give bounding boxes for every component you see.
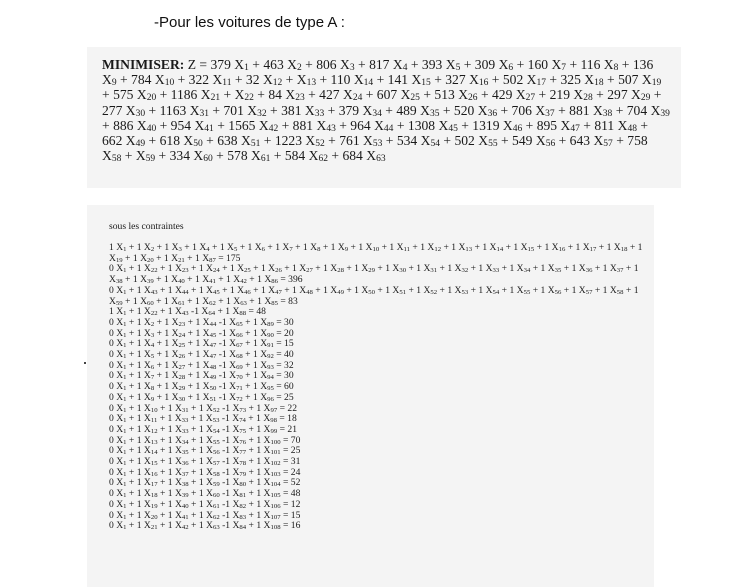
constraint-line: 0 $X_1 + 1$ $X_{43} + 1$ $X_{44} + 1$ $X_{45} + 1$ $X_{46} + 1$ $X_{47} + 1$ $X_{48} + 1$ $X_{49} + 1$ $X_{50} + 1$ $X_{51} + 1$ $X_{52} + 1$ $X_{53} + 1$ $X_{54} + 1$ $X_{55} + 1$ $X_{56} + 1$ $X_{57} + 1$ $X_{58} + 1$ $X_{59} + 1$ $X_{60} + 1$ $X_{61} + 1$ $X_{62} + 1$ $X_{63} + 1$ $X_{85} = 83$: [109, 284, 639, 307]
constraint-line: 0 $X_1 + 1$ $X_{12} + 1$ $X_{33} + 1$ $X_{54}$ -1 $X_{75} + 1$ $X_{99} = 21$: [109, 423, 298, 435]
objective-expression: Z = 379 $X_1 + 463$ $X_2 + 806$ $X_3 + 817$ $X_4 + 393$ $X_5 + 309$ $X_6 + 160$ $X_7 + 116$ $X_8 + 136$ $X_9 + 784$ $X_{10} + 322$ $X_{11} + 32$ $X_{12} + X_{13} + 110$ $X_{14} + 141$ $X_{15} + 327$ $X_{16} + 502$ $X_{17} + 325$ $X_{18} + 507$ $X_{19} + 575$ $X_{20} + 1186$ $X_{21} + X_{22} + 84$ $X_{23} + 427$ $X_{24} + 607$ $X_{25} + 513$ $X_{26} + 429$ $X_{27} + 219$ $X_{28} + 297$ $X_{29} + 277$ $X_{30} + 1163$ $X_{31} + 701$ $X_{32} + 381$ $X_{33} + 379$ $X_{34} + 489$ $X_{35} + 520$ $X_{36} + 706$ $X_{37} + 881$ $X_{38} + 704$ $X_{39} + 886$ $X_{40} + 954$ $X_{41} + 1565$ $X_{42} + 881$ $X_{43} + 964$ $X_{44} + 1308$ $X_{45} + 1319$ $X_{46} + 895$ $X_{47} + 811$ $X_{48} + 662$ $X_{49} + 618$ $X_{50} + 638$ $X_{51} + 1223$ $X_{52} + 761$ $X_{53} + 534$ $X_{54} + 502$ $X_{55} + 549$ $X_{56} + 643$ $X_{57} + 758$ $X_{58} + X_{59} + 334$ $X_{60} + 578$ $X_{61} + 584$ $X_{62} + 684$ $X_{63}$: [102, 57, 670, 165]
constraint-line: 0 $X_1 + 1$ $X_3 + 1$ $X_{24} + 1$ $X_{45}$ -1 $X_{66} + 1$ $X_{90} = 20$: [109, 327, 294, 339]
constraint-line: 1 $X_1 + 1$ $X_2 + 1$ $X_3 + 1$ $X_4 + 1$ $X_5 + 1$ $X_6 + 1$ $X_7 + 1$ $X_8 + 1$ $X_9 + 1$ $X_{10} + 1$ $X_{11} + 1$ $X_{12} + 1$ $X_{13} + 1$ $X_{14} + 1$ $X_{15} + 1$ $X_{16} + 1$ $X_{17} + 1$ $X_{18} + 1$ $X_{19} + 1$ $X_{20} + 1$ $X_{21} + 1$ $X_{87} = 175$: [109, 242, 643, 264]
constraint-line: 0 $X_1 + 1$ $X_{17} + 1$ $X_{38} + 1$ $X_{59}$ -1 $X_{80} + 1$ $X_{104} = 52$: [109, 477, 301, 489]
constraint-line: 1 $X_1 + 1$ $X_{22} + 1$ $X_{43}$ -1 $X_{64} + 1$ $X_{88} = 48$: [109, 306, 266, 318]
constraint-line: 0 $X_1 + 1$ $X_6 + 1$ $X_{27} + 1$ $X_{48}$ -1 $X_{69} + 1$ $X_{93} = 32$: [109, 359, 294, 371]
objective-panel: [87, 47, 681, 188]
constraint-line: 0 $X_1 + 1$ $X_{11} + 1$ $X_{33} + 1$ $X_{53}$ -1 $X_{74} + 1$ $X_{98} = 18$: [109, 413, 297, 425]
section-heading: -Pour les voitures de type A :: [154, 14, 345, 31]
objective-keyword: MINIMISER:: [102, 57, 185, 72]
constraint-line: 0 $X_1 + 1$ $X_{13} + 1$ $X_{34} + 1$ $X_{55}$ -1 $X_{76} + 1$ $X_{100} = 70$: [109, 434, 301, 446]
constraint-line: 0 $X_1 + 1$ $X_{15} + 1$ $X_{36} + 1$ $X_{57}$ -1 $X_{78} + 1$ $X_{102} = 31$: [109, 456, 301, 468]
constraint-line: 0 $X_1 + 1$ $X_4 + 1$ $X_{25} + 1$ $X_{47}$ -1 $X_{67} + 1$ $X_{91} = 15$: [109, 338, 294, 350]
constraint-line: 0 $X_1 + 1$ $X_7 + 1$ $X_{28} + 1$ $X_{49}$ -1 $X_{70} + 1$ $X_{94} = 30$: [109, 370, 294, 382]
constraint-line: 0 $X_1 + 1$ $X_{14} + 1$ $X_{35} + 1$ $X_{56}$ -1 $X_{77} + 1$ $X_{101} = 25$: [109, 445, 301, 457]
constraint-line: 0 $X_1 + 1$ $X_2 + 1$ $X_{23} + 1$ $X_{44}$ -1 $X_{65} + 1$ $X_{89} = 30$: [109, 316, 294, 328]
constraint-line: 0 $X_1 + 1$ $X_5 + 1$ $X_{26} + 1$ $X_{47}$ -1 $X_{68} + 1$ $X_{92} = 40$: [109, 349, 294, 361]
stray-dot: [84, 362, 86, 364]
constraint-line: 0 $X_1 + 1$ $X_{16} + 1$ $X_{37} + 1$ $X_{58}$ -1 $X_{79} + 1$ $X_{103} = 24$: [109, 466, 301, 478]
constraint-line: 0 $X_1 + 1$ $X_{20} + 1$ $X_{41} + 1$ $X_{62}$ -1 $X_{83} + 1$ $X_{107} = 15$: [109, 509, 301, 521]
constraint-line: 0 $X_1 + 1$ $X_{18} + 1$ $X_{39} + 1$ $X_{60}$ -1 $X_{81} + 1$ $X_{105} = 48$: [109, 488, 301, 500]
constraint-line: 0 $X_1 + 1$ $X_{10} + 1$ $X_{31} + 1$ $X_{52}$ -1 $X_{73} + 1$ $X_{97} = 22$: [109, 402, 298, 414]
constraints-panel: [87, 205, 654, 587]
constraint-line: 0 $X_1 + 1$ $X_8 + 1$ $X_{29} + 1$ $X_{50}$ -1 $X_{71} + 1$ $X_{95} = 60$: [109, 381, 294, 393]
constraint-line: 0 $X_1 + 1$ $X_{22} + 1$ $X_{23} + 1$ $X_{24} + 1$ $X_{25} + 1$ $X_{26} + 1$ $X_{27} + 1$ $X_{28} + 1$ $X_{29} + 1$ $X_{30} + 1$ $X_{31} + 1$ $X_{32} + 1$ $X_{33} + 1$ $X_{34} + 1$ $X_{35} + 1$ $X_{36} + 1$ $X_{37} + 1$ $X_{38} + 1$ $X_{39} + 1$ $X_{40} + 1$ $X_{41} + 1$ $X_{42} + 1$ $X_{86} = 396$: [109, 263, 639, 286]
constraints-heading: sous les contraintes: [109, 221, 184, 232]
objective-function: [102, 57, 670, 163]
constraint-line: 0 $X_1 + 1$ $X_{21} + 1$ $X_{42} + 1$ $X_{63}$ -1 $X_{84} + 1$ $X_{108} = 16$: [109, 520, 301, 532]
constraint-line: 0 $X_1 + 1$ $X_{19} + 1$ $X_{40} + 1$ $X_{61}$ -1 $X_{82} + 1$ $X_{106} = 12$: [109, 498, 301, 510]
constraint-line: 0 $X_1 + 1$ $X_9 + 1$ $X_{30} + 1$ $X_{51}$ -1 $X_{72} + 1$ $X_{96} = 25$: [109, 391, 294, 403]
constraints-list: [109, 243, 649, 532]
